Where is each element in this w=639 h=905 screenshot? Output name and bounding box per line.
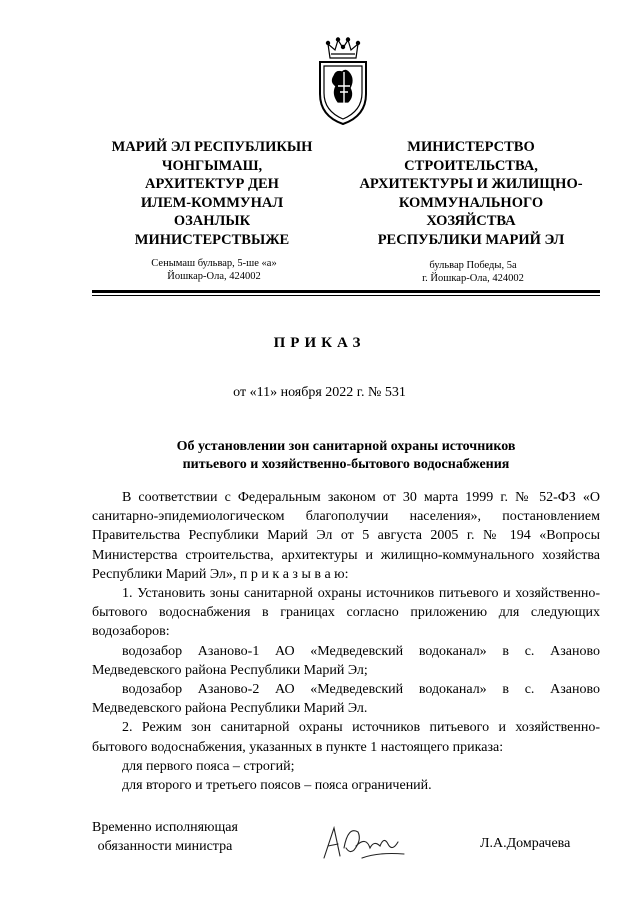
header-right-line: АРХИТЕКТУРЫ И ЖИЛИЩНО- <box>359 176 583 193</box>
address-left-line: Йошкар-Ола, 424002 <box>167 271 261 282</box>
header-right-line: МИНИСТЕРСТВО <box>407 139 535 155</box>
header-left-line: ЧОНГЫМАШ, <box>161 157 263 174</box>
header-right-line: СТРОИТЕЛЬСТВА, <box>404 157 538 174</box>
header-right-line: РЕСПУБЛИКИ МАРИЙ ЭЛ <box>377 231 565 248</box>
body-paragraph: для второго и третьего поясов – пояса ограничений. <box>122 778 432 794</box>
document-title-line: питьевого и хозяйственно-бытового водоснабжения <box>182 457 510 472</box>
header-left-line: МАРИЙ ЭЛ РЕСПУБЛИКЫН <box>111 139 313 155</box>
header-left-line: АРХИТЕКТУР ДЕН <box>145 176 279 193</box>
header-right-line: ХОЗЯЙСТВА <box>426 213 516 230</box>
document-title <box>92 438 600 474</box>
document-body <box>92 488 600 795</box>
body-paragraph: водозабор Азаново-2 АО «Медведевский водоканал» в с. Азаново Медведевского района Республики Марий Эл. <box>92 682 600 717</box>
signatory-position-line: Временно исполняющая <box>92 820 238 835</box>
body-paragraph: водозабор Азаново-1 АО «Медведевский водоканал» в с. Азаново Медведевского района Республики Марий Эл; <box>92 643 600 678</box>
header-left-line: ИЛЕМ-КОММУНАЛ <box>140 194 284 211</box>
body-paragraph: 1. Установить зоны санитарной охраны источников питьевого и хозяйственно-бытового водоснабжения в границах согласно приложению для следующих водозаборов: <box>92 586 600 640</box>
address-left <box>120 257 308 283</box>
header-right-ministry-name-russian <box>340 138 602 250</box>
address-right <box>404 259 542 285</box>
header-divider-thick <box>92 290 600 293</box>
document-title-line: Об установлении зон санитарной охраны источников <box>176 439 516 454</box>
body-paragraph: 2. Режим зон санитарной охраны источников питьевого и хозяйственно-бытового водоснабжения, указанных в пункте 1 настоящего приказа: <box>92 720 600 755</box>
handwritten-signature <box>318 818 408 864</box>
header-left-line: МИНИСТЕРСТВЫЖЕ <box>134 231 290 248</box>
signatory-position <box>92 818 238 856</box>
document-type-heading: ПРИКАЗ <box>273 335 366 351</box>
address-left-line: Сенымаш бульвар, 5-ше «а» <box>151 258 277 269</box>
signatory-position-line: обязанности министра <box>97 839 233 854</box>
header-left-ministry-name-mari <box>92 138 332 250</box>
header-right-line: КОММУНАЛЬНОГО <box>398 194 544 211</box>
header-left-line: ОЗАНЛЫК <box>173 213 251 230</box>
coat-of-arms-icon <box>316 36 370 126</box>
body-paragraph: для первого пояса – строгий; <box>122 758 295 774</box>
header-divider-thin <box>92 295 600 296</box>
address-right-line: бульвар Победы, 5а <box>429 260 517 271</box>
body-paragraph: В соответствии с Федеральным законом от 30 марта 1999 г. № 52-ФЗ «О санитарно-эпидемиологическом благополучии населения», постановлением Правительства Республики Марий Эл от 5 августа 2005 г. № 194 «Вопросы Министерства строительства, архитектуры и жилищно-коммунального хозяйства Республики Марий Эл», п р и к а з ы в а ю: <box>92 490 600 582</box>
document-date-number: от «11» ноября 2022 г. № 531 <box>233 385 406 400</box>
address-right-line: г. Йошкар-Ола, 424002 <box>422 273 524 284</box>
signatory-name: Л.А.Домрачева <box>480 836 571 851</box>
